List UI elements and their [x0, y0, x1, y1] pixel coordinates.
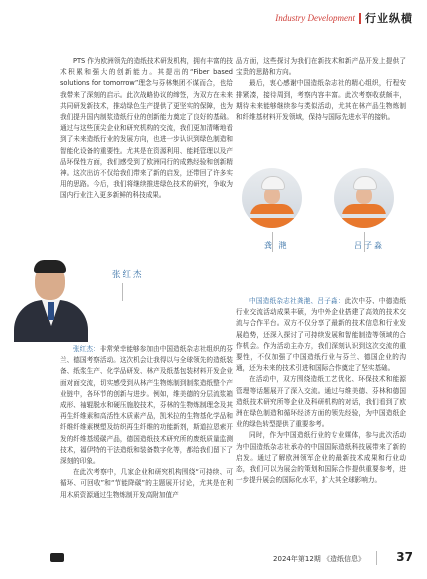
section-header	[275, 10, 413, 26]
portrait-caption: 张红杰	[112, 270, 144, 280]
page-footer	[50, 545, 413, 569]
photo-gong-yan	[242, 168, 302, 228]
paragraph-text: 此次中芬、中德造纸行业交流活动成果丰硕，为中外企业搭建了高效的技术交流与合作平台。双方不仅分享了最新的技术信息和行业发展趋势，还深入探讨了可持续发展和智能制造等领域的合作机会。作为活动主办方，我们深刻认识到这次交流的重要性，不仅加强了中国造纸行业与芬兰、德国企业的沟通，还为未来的技术引进和国际合作奠定了坚实基础。	[236, 297, 407, 373]
paragraph: 在活动中，双方围绕造纸工艺优化、环保技术和能源管理等话题展开了深入交流。通过与维美德、芬林和德国造纸技术研究所等企业及科研机构的对话，我们看到了欧洲在绿色制造和循环经济方面的领先经验，为中国造纸企业的绿色转型提供了重要参考。	[236, 375, 406, 429]
photo-group	[228, 162, 410, 272]
photo-caption: 龚 滟	[264, 241, 289, 250]
column-left-bottom	[60, 344, 233, 501]
header-divider	[359, 13, 361, 24]
caption-line	[122, 283, 123, 301]
section-title-en: Industry Development	[275, 13, 355, 23]
footer-divider	[376, 551, 377, 565]
paragraph: 在此次考察中，几家企业和研究机构围绕“可持续、可循环、可回收”和“节能降碳”的主题展开讨论，尤其是在利用木质资源通过生物炼制开发高附加值产	[60, 468, 233, 499]
issue-info: 2024年第12期 《造纸信息》	[273, 555, 365, 563]
portrait-photo	[2, 250, 157, 342]
paragraph: PTS 作为欧洲领先的造纸技术研发机构，拥有丰富的技术积累和强大的创新能力。其提出的“Fiber based solutions for tomorrow”理念与芬林集团不谋而合，也给我带来了深刻的启示。此次战略协议的缔签，为双方在未来共同研发新技术，推动绿色生产提供了更坚实的保障，也为我们提升国内制浆造纸行业的创新能力奠定了良好的基础。通过与这些顶尖企业和研究机构的交流，我们更加清晰地看到了未来造纸行业的发展方向，也进一步认识到绿色制造和智能化设备的重要性。尤其是在资源利用、能耗管理以及产品环保性方面，我们感受到了欧洲同行的成熟经验和创新精神。这次出访不仅给我们带来了新的启发，还带回了许多实用的思路。今后，我们将继续推进绿色技术的研究，争取为国内行业注入更多新鲜的科技成果。	[60, 57, 233, 200]
photo-caption: 吕子淼	[354, 241, 384, 250]
speaker-name: 中国造纸杂志社龚滟、吕子淼：	[249, 297, 345, 305]
column-right-bottom	[236, 296, 406, 486]
paragraph: 最后，衷心感谢中国造纸杂志社的精心组织，行程安排紧凑，接待周到，考察内容丰富。此次考察收获颇丰，期待未来能够继续参与类似活动，尤其在林产品生物炼制和纤维基材料开发领域，保持与国际先进水平的接轨。	[236, 79, 406, 122]
column-left-top	[60, 56, 233, 202]
section-title-cn: 行业纵横	[365, 12, 413, 25]
page-number: 37	[396, 550, 413, 564]
paragraph	[236, 296, 406, 374]
photo-lv-zimiao	[334, 168, 394, 228]
magazine-logo-icon	[50, 553, 64, 562]
paragraph	[60, 344, 233, 467]
paragraph: 品方面，这些探讨为我们在新技术和新产品开发上提供了宝贵的思路和方向。	[236, 57, 406, 77]
paragraph: 同时，作为中国造纸行业的专业媒体，参与此次活动为中国造纸杂志社承办的中国国际造纸科技展带来了新的启发。通过了解欧洲领军企业的最新技术成果和行业动态，我们可以为展会的策划和国际合作提供重要参考，进一步提升展会的国际化水平，扩大其全球影响力。	[236, 431, 406, 485]
column-right	[236, 56, 406, 123]
paragraph-text: 非常荣幸能够参加由中国造纸杂志社组织的芬兰、德国考察活动。这次机会让我得以与全球领先的造纸装备、纸浆生产、化学品研发、林产及纸基包装材料开发企业面对面交流，切实感受到从林产生物炼制到制浆造纸整个产业链中，各环节的创新与进步。例如，维美德的分层流浆箱成形、袖辊脱水和硬压施胶技术，芬林的生物炼制理念及其再生纤维素和高活性木质素产品，凯米拉的生物基化学品和纤维纤维素模塑及纺织再生纤维的功能新剂，斯道拉恩索开发的纤维基缓碳产品，德国造纸技术研究所的废纸质量监测技术，福伊特的干法造纸和装备数字化等，都给我们留下了深刻的印象。	[60, 345, 234, 466]
speaker-name: 张红杰：	[73, 345, 100, 353]
